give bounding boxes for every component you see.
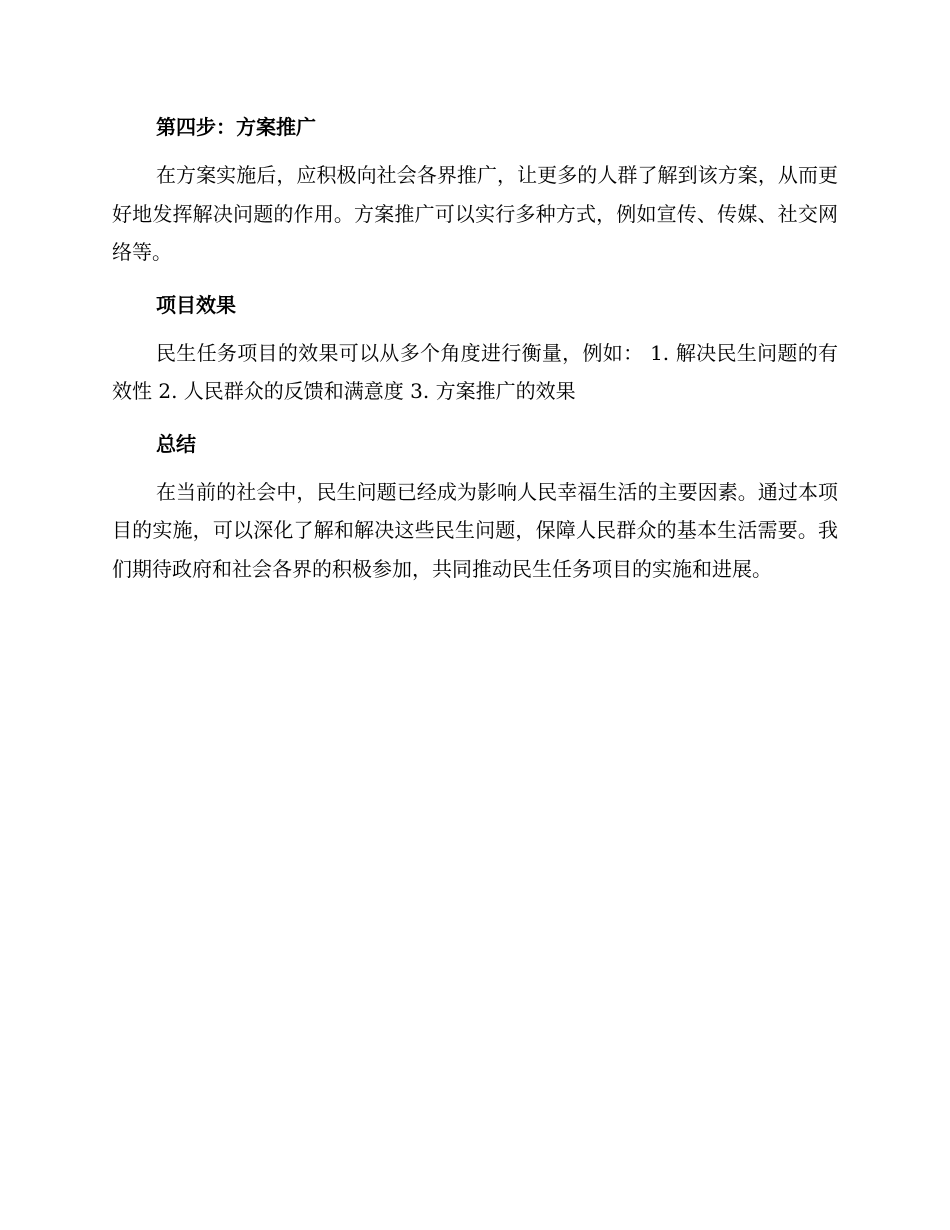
section-heading: 总结 — [156, 431, 196, 456]
section-heading: 第四步：方案推广 — [156, 115, 316, 139]
section-summary — [112, 427, 838, 589]
section-heading: 项目效果 — [156, 292, 236, 317]
section-promotion — [112, 110, 838, 272]
section-project-effect — [112, 288, 838, 411]
section-paragraph: 民生任务项目的效果可以从多个角度进行衡量，例如： 1. 解决民生问题的有效性 2. 人民群众的反馈和满意度 3. 方案推广的效果 — [112, 340, 838, 403]
document-page — [112, 110, 838, 588]
section-paragraph: 在当前的社会中，民生问题已经成为影响人民幸福生活的主要因素。通过本项目的实施，可以深化了解和解决这些民生问题，保障人民群众的基本生活需要。我们期待政府和社会各界的积极参加，共同推动民生任务项目的实施和进展。 — [112, 479, 838, 581]
section-paragraph: 在方案实施后，应积极向社会各界推广，让更多的人群了解到该方案，从而更好地发挥解决问题的作用。方案推广可以实行多种方式，例如宣传、传媒、社交网络等。 — [112, 163, 838, 264]
